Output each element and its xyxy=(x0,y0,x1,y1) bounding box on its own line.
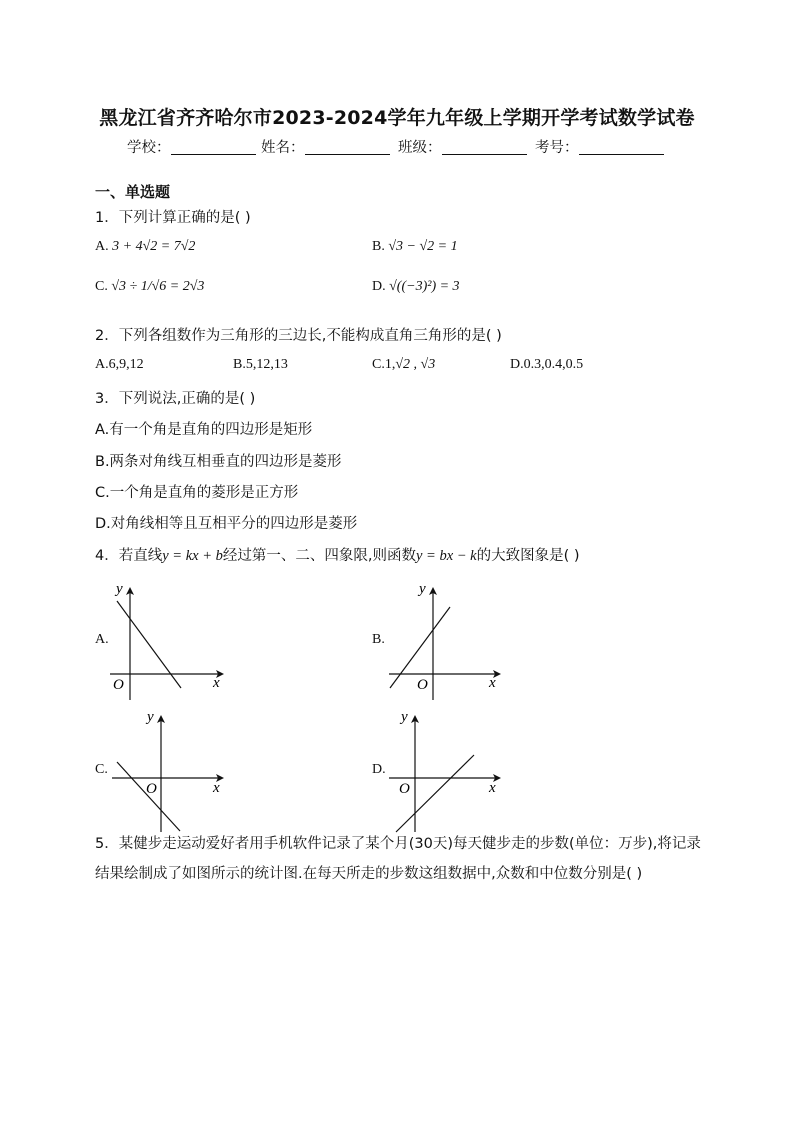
q4-option-c-label[interactable]: C. xyxy=(95,762,108,777)
graph-b-y-label: y xyxy=(419,581,426,597)
graph-a-origin: O xyxy=(113,677,124,693)
q3-option-a[interactable]: A.有一个角是直角的四边形是矩形 xyxy=(95,422,313,438)
graph-a-line xyxy=(117,601,181,688)
q1-option-b-expr: √3 − √2 = 1 xyxy=(388,239,458,254)
q4-stem-part3: 的大致图象是( ) xyxy=(476,548,580,564)
graph-c-x-label: x xyxy=(213,780,220,796)
q1-option-d-label: D. xyxy=(372,279,390,294)
graph-b-x-label: x xyxy=(489,675,496,691)
graph-b-origin: O xyxy=(417,677,428,693)
q4-graph-a[interactable] xyxy=(110,581,222,700)
graph-c-origin: O xyxy=(146,781,157,797)
q3-option-b[interactable]: B.两条对角线互相垂直的四边形是菱形 xyxy=(95,454,342,470)
q4-graph-b[interactable] xyxy=(389,581,499,700)
class-label: 班级： xyxy=(398,140,442,156)
q4-stem-part1: 4．若直线 xyxy=(95,548,163,564)
graph-d-x-label: x xyxy=(489,780,496,796)
q4-option-b-label[interactable]: B. xyxy=(372,632,385,647)
q2-option-b[interactable]: B.5,12,13 xyxy=(233,357,288,372)
page-title: 黑龙江省齐齐哈尔市2023-2024学年九年级上学期开学考试数学试卷 xyxy=(99,107,695,129)
q1-stem: 1．下列计算正确的是( ) xyxy=(95,210,251,226)
graph-a-y-label: y xyxy=(116,581,123,597)
q2-option-d[interactable]: D.0.3,0.4,0.5 xyxy=(510,357,584,372)
q4-option-d-label[interactable]: D. xyxy=(372,762,386,777)
school-label: 学校： xyxy=(127,140,171,156)
q3-option-d[interactable]: D.对角线相等且互相平分的四边形是菱形 xyxy=(95,516,358,532)
graph-a-x-label: x xyxy=(213,675,220,691)
q4-stem-part2: 经过第一、二、四象限,则函数 xyxy=(222,548,416,564)
graph-c-y-label: y xyxy=(147,709,154,725)
graph-b-line xyxy=(390,607,450,688)
q2-option-c-expr: √2 , √3 xyxy=(395,357,436,372)
q1-option-b-label: B. xyxy=(372,239,389,254)
graph-d-origin: O xyxy=(399,781,410,797)
q3-stem: 3．下列说法,正确的是( ) xyxy=(95,391,256,407)
q2-option-c-label: C.1, xyxy=(372,357,396,372)
q1-option-c-expr: √3 ÷ 1/√6 = 2√3 xyxy=(111,279,205,294)
q4-graph-c[interactable] xyxy=(112,709,222,832)
q2-option-a[interactable]: A.6,9,12 xyxy=(95,357,144,372)
name-label: 姓名： xyxy=(261,140,305,156)
q1-option-a-label: A. xyxy=(95,239,113,254)
q2-stem: 2．下列各组数作为三角形的三边长,不能构成直角三角形的是( ) xyxy=(95,328,502,344)
q1-option-d-expr: √((−3)²) = 3 xyxy=(389,279,460,294)
q1-option-a-expr: 3 + 4√2 = 7√2 xyxy=(112,239,196,254)
q1-option-c-label: C. xyxy=(95,279,112,294)
q4-option-a-label[interactable]: A. xyxy=(95,632,109,647)
q4-graph-d[interactable] xyxy=(389,709,499,832)
section-heading: 一、单选题 xyxy=(95,183,171,201)
q4-expr-1: y = kx + b xyxy=(162,548,223,564)
q4-expr-2: y = bx − k xyxy=(415,548,477,564)
q3-option-c[interactable]: C.一个角是直角的菱形是正方形 xyxy=(95,485,299,501)
graph-d-y-label: y xyxy=(401,709,408,725)
q5-stem: 5．某健步走运动爱好者用手机软件记录了某个月(30天)每天健步走的步数(单位：万步),将记录结果绘制成了如图所示的统计图.在每天所走的步数这组数据中,众数和中位数分别是( ) xyxy=(95,836,701,882)
exam-number-label: 考号： xyxy=(535,140,579,156)
